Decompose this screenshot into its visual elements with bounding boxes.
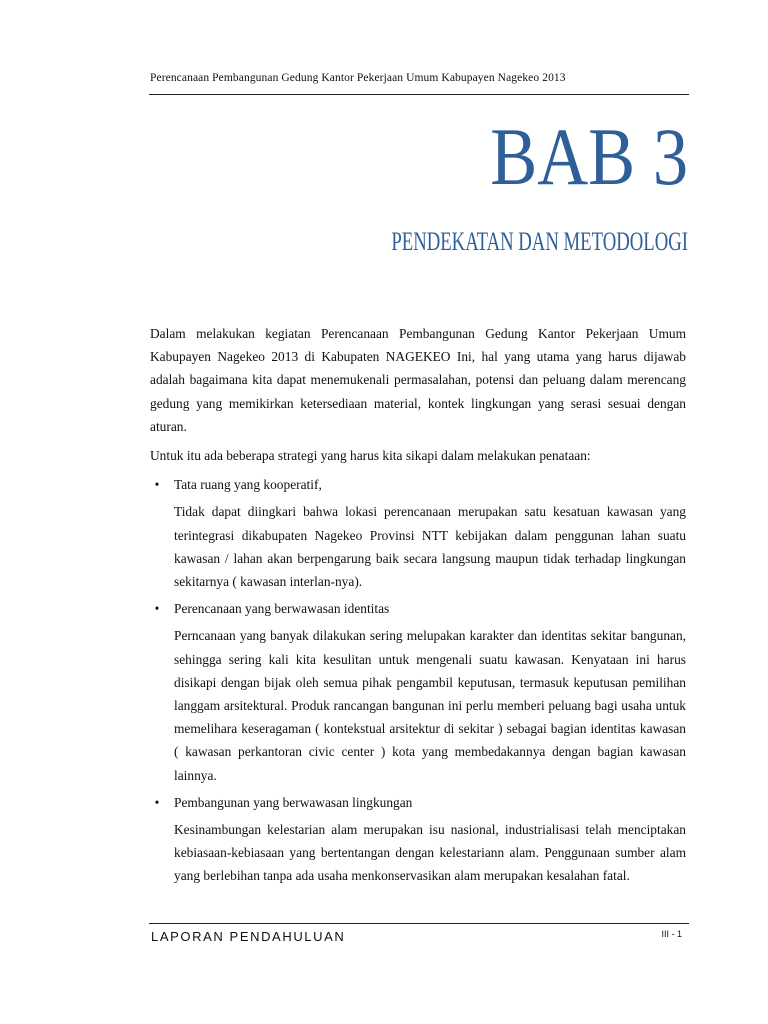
document-body — [150, 322, 686, 892]
intro-paragraph: Dalam melakukan kegiatan Perencanaan Pembangunan Gedung Kantor Pekerjaan Umum Kabupayen Nagekeo 2013 di Kabupaten NAGEKEO Ini, hal yang utama yang harus dijawab adalah bagaimana kita dapat menemukenali permasalahan, potensi dan peluang dalam merencang gedung yang memikirkan ketersediaan material, kontek lingkungan yang serasi sesuai dengan aturan. — [150, 326, 686, 434]
strategy-list — [150, 473, 686, 887]
chapter-number: BAB 3 — [490, 111, 688, 202]
bullet-icon: • — [154, 477, 160, 493]
running-header: Perencanaan Pembangunan Gedung Kantor Pekerjaan Umum Kabupayen Nagekeo 2013 — [150, 72, 566, 84]
list-item-title: Tata ruang yang kooperatif, — [174, 477, 322, 493]
bullet-icon: • — [154, 794, 160, 810]
strategy-lead-text: Untuk itu ada beberapa strategi yang harus kita sikapi dalam melakukan penataan: — [150, 448, 591, 464]
footer-divider — [149, 923, 689, 924]
list-item-title: Perencanaan yang berwawasan identitas — [174, 601, 390, 617]
footer-label: LAPORAN PENDAHULUAN — [151, 929, 346, 944]
list-item — [150, 473, 686, 593]
list-item-description: Tidak dapat diingkari bahwa lokasi perencanaan merupakan satu kesatuan kawasan yang terintegrasi dikabupaten Nagekeo Provinsi NTT kebijakan dalam penggunan lahan suatu kawasan / lahan akan berpengarung baik secara langsung maupun tidak terhadap lingkungan sekitarnya ( kawasan interlan-nya). — [174, 504, 686, 590]
list-item-title: Pembangunan yang berwawasan lingkungan — [174, 794, 413, 810]
header-divider — [149, 94, 689, 95]
list-item-description: Kesinambungan kelestarian alam merupakan isu nasional, industrialisasi telah menciptakan kebiasaan-kebiasaan yang bertentangan dengan kelestariann alam. Penggunaan sumber alam yang berlebihan tanpa ada usaha menkonservasikan alam merupakan kesalahan fatal. — [174, 822, 686, 884]
list-item — [150, 791, 686, 888]
page-number: III - 1 — [661, 929, 682, 939]
list-item — [150, 597, 686, 787]
bullet-icon: • — [154, 601, 160, 617]
chapter-title: PENDEKATAN DAN METODOLOGI — [391, 227, 688, 256]
list-item-description: Perncanaan yang banyak dilakukan sering melupakan karakter dan identitas sekitar bangunan, sehingga sering kali kita kesulitan untuk mengenali suatu kawasan. Kenyataan ini harus disikapi dengan bijak oleh semua pihak pengambil keputusan, termasuk keputusan pemilihan langgam arsitektural. Produk rancangan bangunan ini perlu memberi peluang bagi usaha untuk memelihara keseragaman ( kontekstual arsitektur di sekitar ) sebagai bagian identitas kawasan ( kawasan perkantoran civic center ) kota yang membedakannya dengan bagian kawasan lainnya. — [174, 628, 686, 783]
